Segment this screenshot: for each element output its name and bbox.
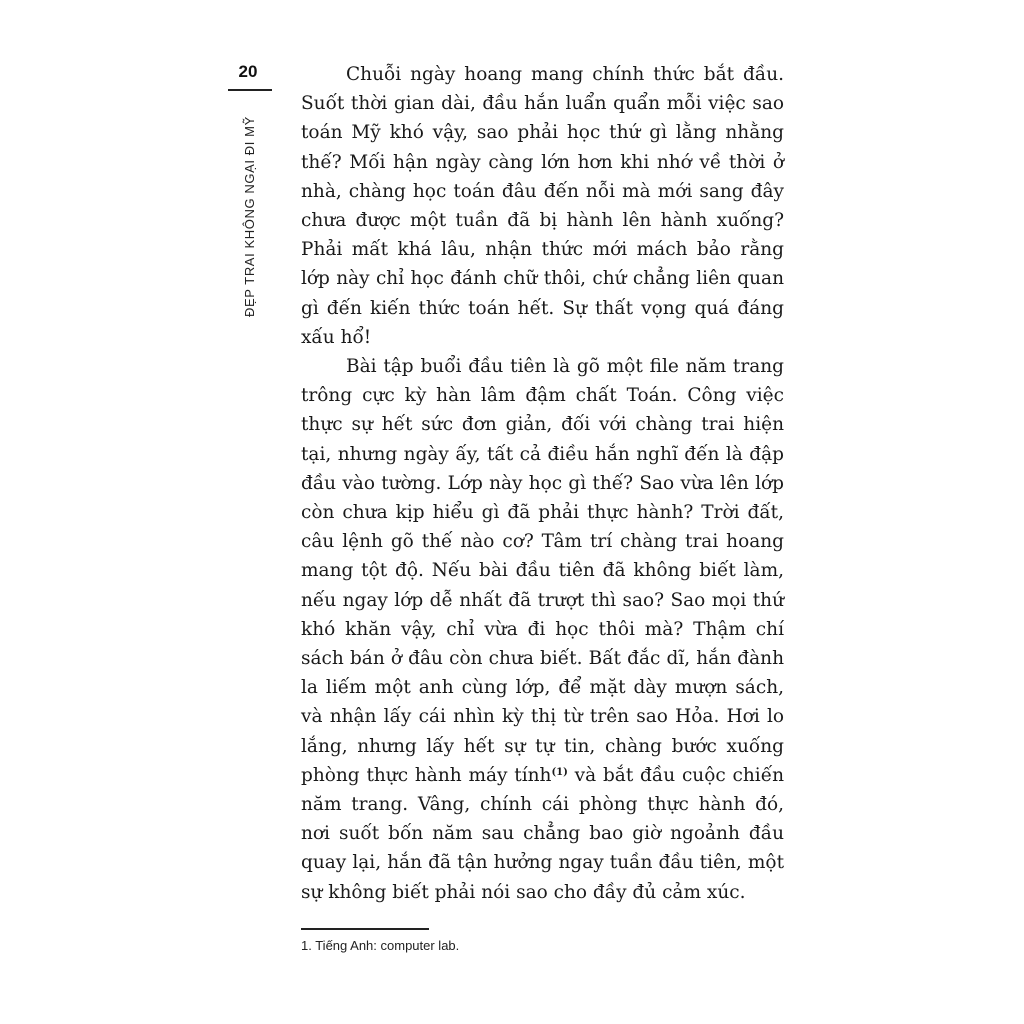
- running-head: ĐẸP TRAI KHÔNG NGẠI ĐI MỸ: [242, 116, 257, 317]
- paragraph: Chuỗi ngày hoang mang chính thức bắt đầu. Suốt thời gian dài, đầu hắn luẩn quẩn mỗi việc sao toán Mỹ khó vậy, sao phải học thứ gì lằng nhằng thế? Mối hận ngày càng lớn hơn khi nhớ về thời ở nhà, chàng học toán đâu đến nỗi mà mới sang đây chưa được một tuần đã bị hành lên hành xuống? Phải mất khá lâu, nhận thức mới mách bảo rằng lớp này chỉ học đánh chữ thôi, chứ chẳng liên quan gì đến kiến thức toán hết. Sự thất vọng quá đáng xấu hổ!: [301, 64, 784, 348]
- footnote: 1. Tiếng Anh: computer lab.: [301, 938, 460, 953]
- paragraph-text: Bài tập buổi đầu tiên là gõ một file năm trang trông cực kỳ hàn lâm đậm chất Toán. Công việc thực sự hết sức đơn giản, đối với chàng trai hiện tại, nhưng ngày ấy, tất cả điều hắn nghĩ đến là đập đầu vào tường. Lớp này học gì thế? Sao vừa lên lớp còn chưa kịp hiểu gì đã phải thực hành? Trời đất, câu lệnh gõ thế nào cơ? Tâm trí chàng trai hoang mang tột độ. Nếu bài đầu tiên đã không biết làm, nếu ngay lớp dễ nhất đã trượt thì sao? Sao mọi thứ khó khăn vậy, chỉ vừa đi học thôi mà? Thậm chí sách bán ở đâu còn chưa biết. Bất đắc dĩ, hắn đành la liếm một anh cùng lớp, để mặt dày mượn sách, và nhận lấy cái nhìn kỳ thị từ trên sao Hỏa. Hơi lo lắng, nhưng lấy hết sự tự tin, chàng bước xuống phòng thực hành máy tính: [301, 356, 784, 786]
- body-text: [301, 60, 784, 907]
- paragraph-text: và bắt đầu cuộc chiến năm trang. Vâng, chính cái phòng thực hành đó, nơi suốt bốn năm sau chẳng bao giờ ngoảnh đầu quay lại, hắn đã tận hưởng ngay tuần đầu tiên, một sự không biết phải nói sao cho đầy đủ cảm xúc.: [301, 764, 784, 903]
- footnote-rule: [301, 928, 429, 930]
- page-number: 20: [238, 62, 258, 81]
- footnote-reference: (1): [551, 766, 568, 778]
- header-rule: [228, 89, 272, 91]
- paragraph: [301, 352, 784, 907]
